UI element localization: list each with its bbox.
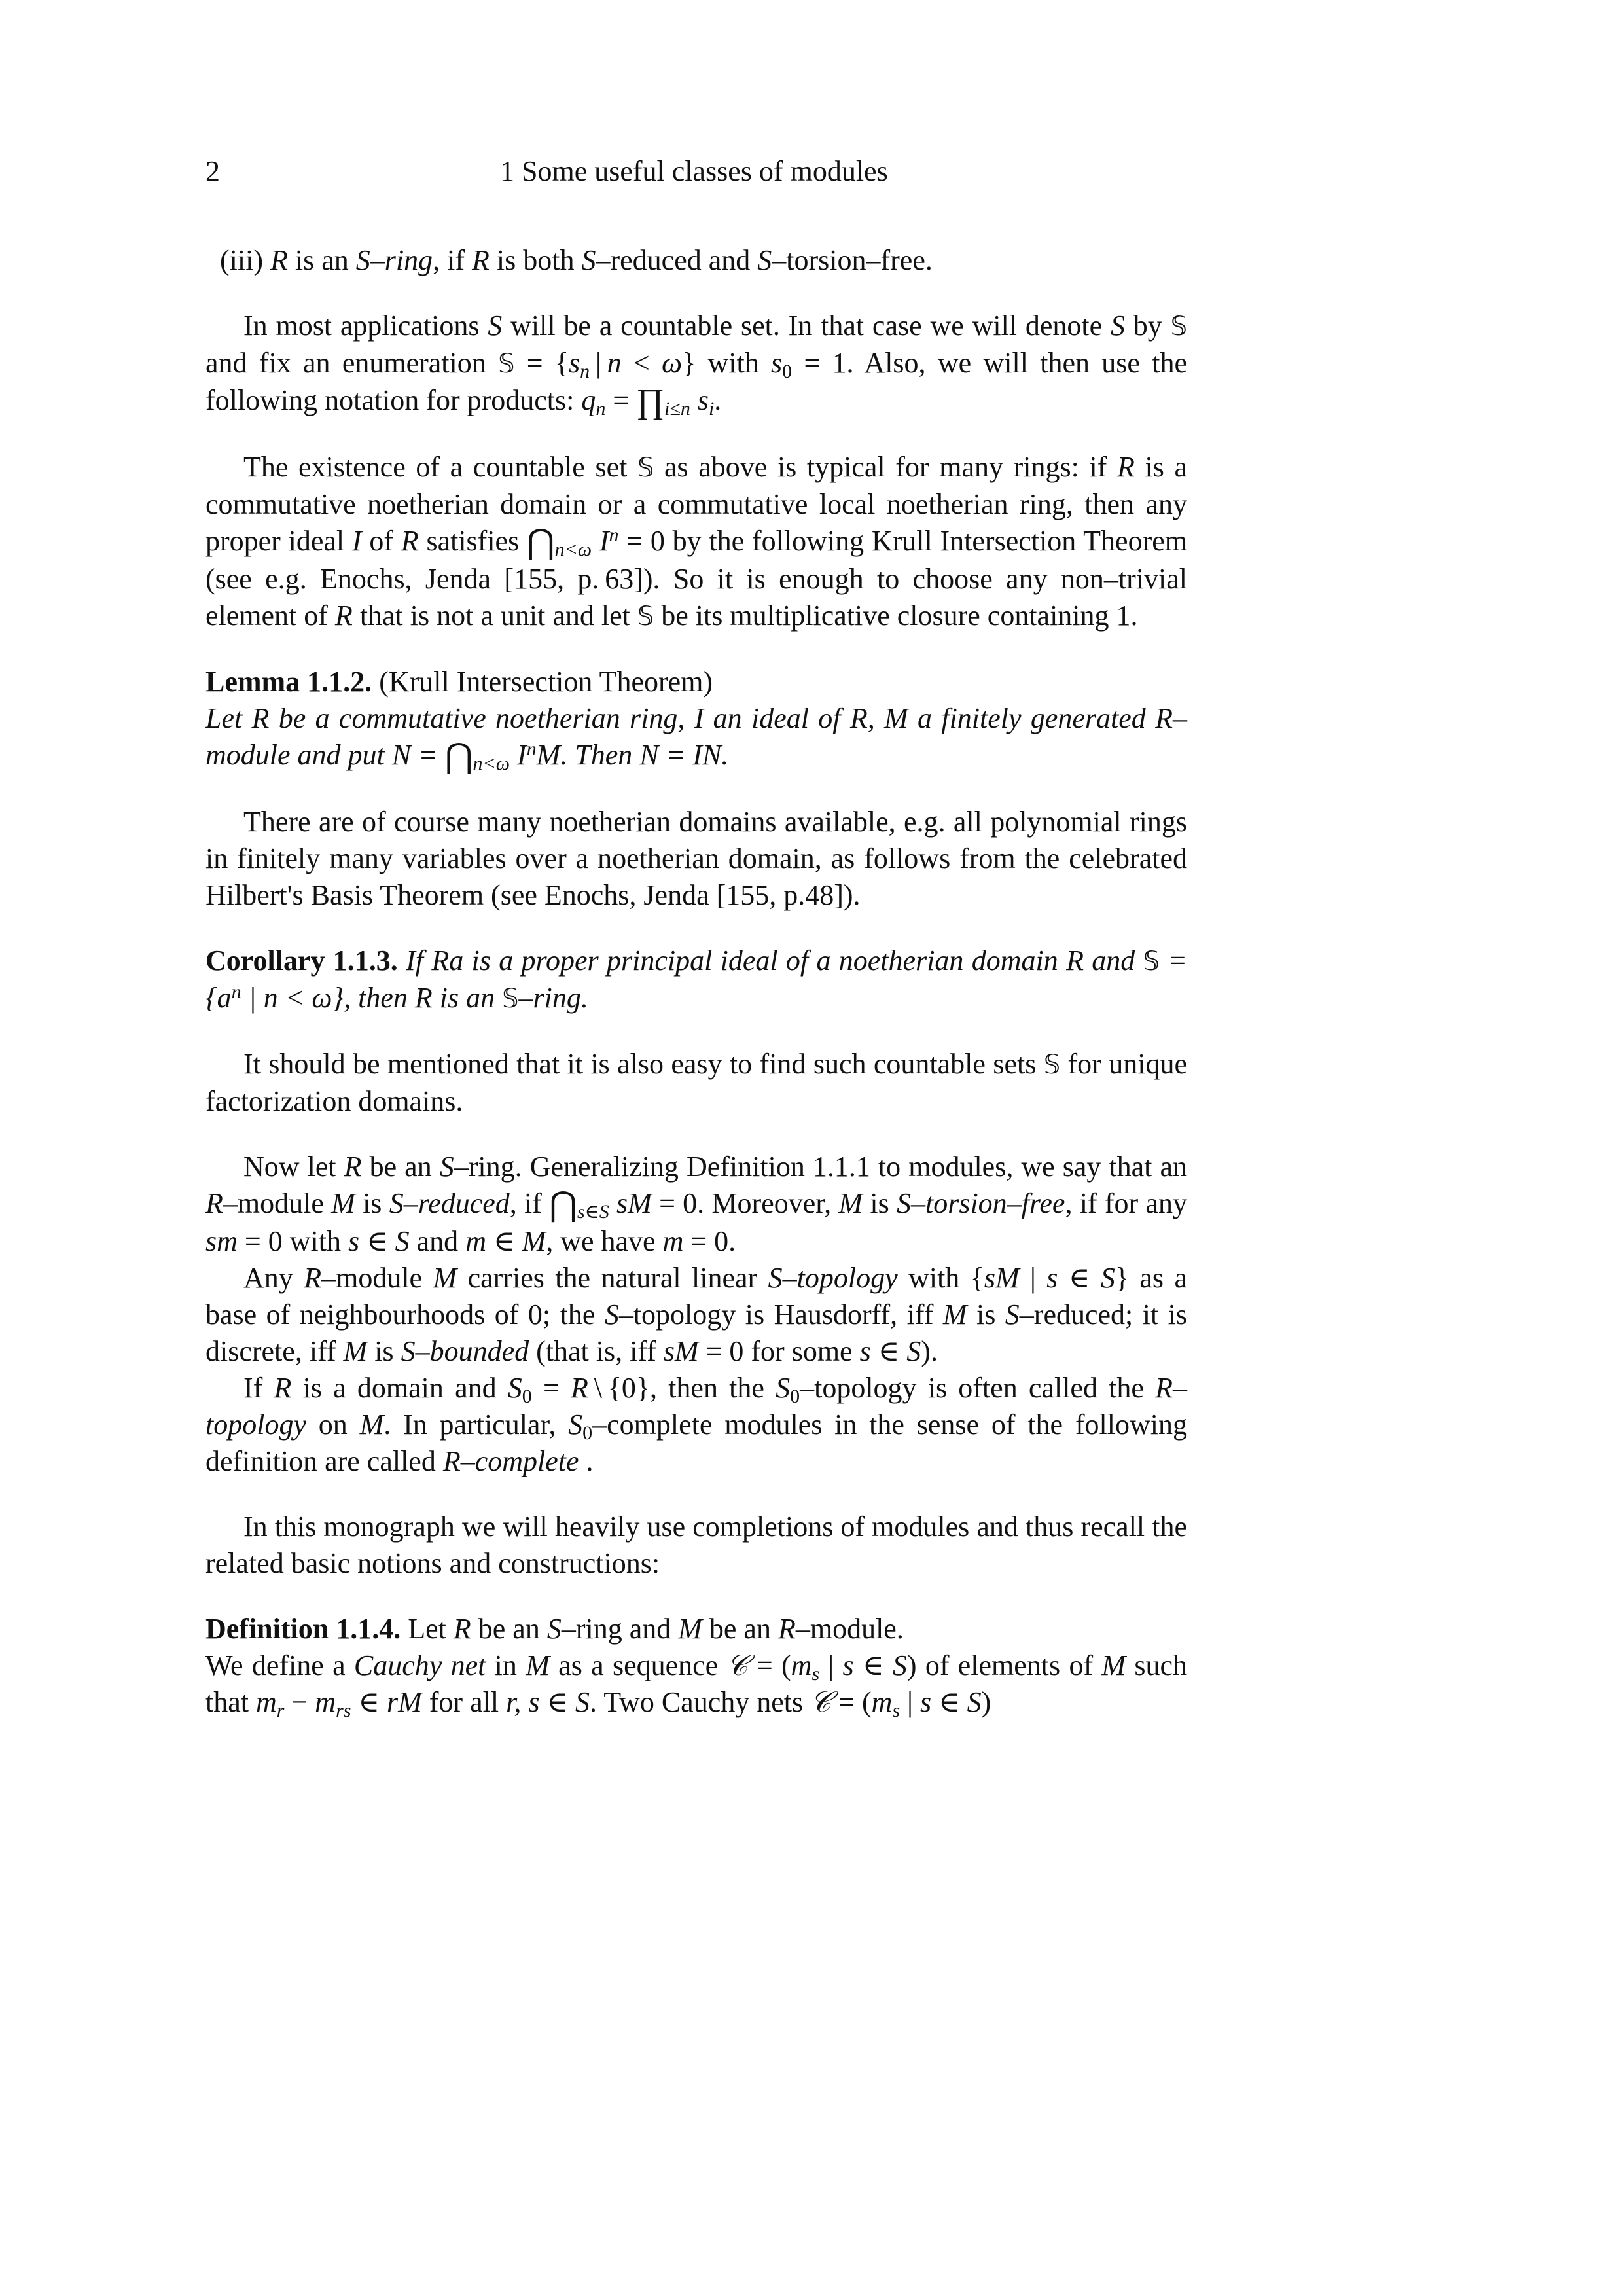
paragraph-noetherian-domains: There are of course many noetherian domains available, e.g. all polynomial rings in finitely many variables over a noetherian domain, as follows from the celebrated Hilbert's Basis Theorem (see Enochs, Jenda [155, p.48]). [205,806,1187,911]
page-number: 2 [205,155,220,187]
paragraph-topology: Any R–module M carries the natural linear S–topology with {sM | s ∈ S} as a base of neighbourhoods of 0; the S–topology is Hausdorff, iff M is S–reduced; it is discrete, iff M is S–bounded (that is, iff sM = 0 for some s ∈ S). [205,1262,1188,1367]
corollary-1-1-3: Corollary 1.1.3. If Ra is a proper principal ideal of a noetherian domain R and 𝕊 = {$a^n$ | n < ω}, then R is an 𝕊–ring. [205,944,1187,1014]
chapter-title: 1 Some useful classes of modules [500,155,888,187]
item-label: (iii) [220,244,263,276]
definition-1-1-4: Definition 1.1.4. Let R be an S–ring and M be an R–module. We define a Cauchy net in M as a sequence 𝒞 = ($m_s$ | s ∈ S) of elements of M such that $m_r - m_{rs}$ ∈ rM for all r, s ∈ S. Two Cauchy nets 𝒞 = ($m_s$ | s ∈ S) [205,1613,1188,1721]
paragraph-monograph: In this monograph we will heavily use completions of modules and thus recall the related basic notions and constructions: [205,1511,1187,1579]
paragraph-existence: The existence of a countable set 𝕊 as above is typical for many rings: if R is a commutative noetherian domain or a commutative local noetherian ring, then any proper ideal I of R satisfies $⋂_{n<\omega}$ $I^n = 0$ by the following Krull Intersection Theorem (see e.g. Enochs, Jenda [155, p. 63]). So it is enough to choose any non–trivial element of R that is not a unit and let 𝕊 be its multiplicative closure containing 1. [205,451,1187,632]
lemma-1-1-2: Lemma 1.1.2. (Krull Intersection Theorem) Let R be a commutative noetherian ring, I an ideal of R, M a finitely generated R–module and put $N = ⋂_{n<\omega}$ $I^nM$. Then N = IN. [205,666,1187,775]
paragraph-r-topology: If R is a domain and $S_0 = R$ \ {0}, then the $S_0$–topology is often called the R–topology on M. In particular, $S_0$–complete modules in the sense of the following definition are called R–complete . [205,1372,1187,1477]
corollary-label: Corollary 1.1.3. [205,944,398,977]
definition-item-iii: (iii) R is an S–ring, if R is both S–reduced and S–torsion–free. [220,244,933,276]
definition-label: Definition 1.1.4. [205,1613,401,1645]
paragraph-ufd: It should be mentioned that it is also easy to find such countable sets 𝕊 for unique factorization domains. [205,1048,1187,1117]
lemma-name: (Krull Intersection Theorem) [379,666,713,698]
paragraph-countable-set: In most applications S will be a countable set. In that case we will denote S by 𝕊 and fix an enumeration 𝕊 = {$s_n$ | n < ω} with $s_0 = 1$. Also, we will then use the following notation for products: $q_n$ = $\prod_{i\le n}$ $s_i$. [205,310,1187,420]
page-body [205,242,1187,1721]
lemma-label: Lemma 1.1.2. [205,666,372,698]
paragraph-modules: Now let R be an S–ring. Generalizing Definition 1.1.1 to modules, we say that an R–module M is S–reduced, if $⋂_{s\in S}$ sM = 0. Moreover, M is S–torsion–free, if for any sm = 0 with s ∈ S and m ∈ M, we have m = 0. [205,1151,1187,1257]
running-head [205,153,1187,190]
